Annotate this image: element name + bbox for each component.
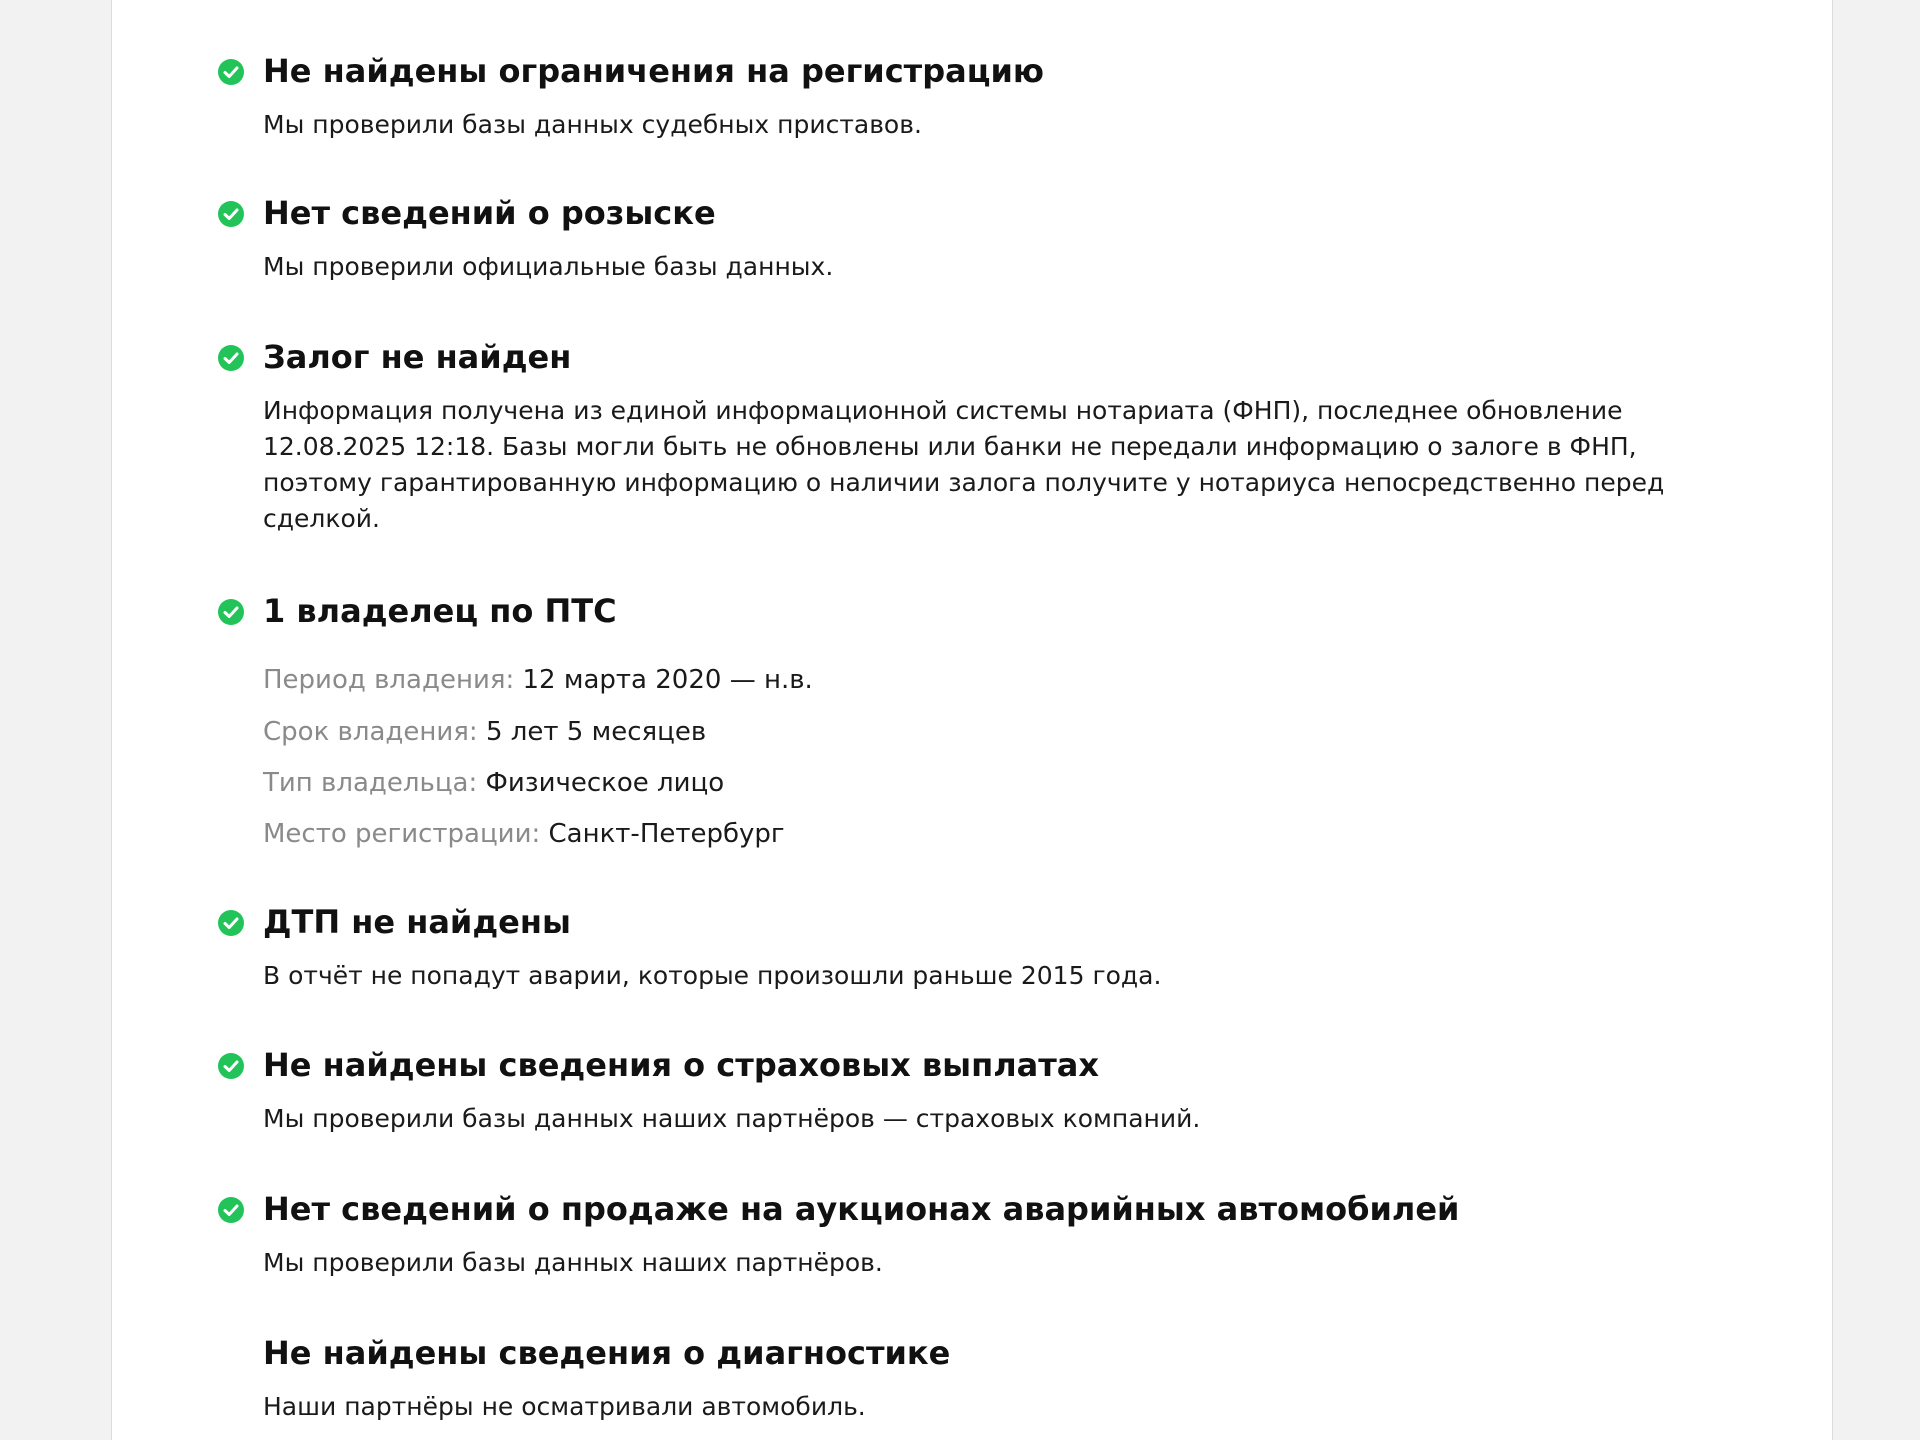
check-description: В отчёт не попадут аварии, которые произошли раньше 2015 года.	[263, 961, 1162, 990]
check-description: Наши партнёры не осматривали автомобиль.	[263, 1392, 866, 1421]
check-circle-icon	[218, 1197, 244, 1223]
check-title: Не найдены сведения о страховых выплатах	[263, 1046, 1100, 1084]
detail-label: Срок владения:	[263, 717, 478, 747]
check-description: Мы проверили базы данных наших партнёров — страховых компаний.	[263, 1104, 1201, 1133]
check-title: Нет сведений о розыске	[263, 194, 716, 232]
check-title: Залог не найден	[263, 338, 572, 376]
check-title: Нет сведений о продаже на аукционах аварийных автомобилей	[263, 1190, 1460, 1228]
check-title: 1 владелец по ПТС	[263, 592, 617, 630]
detail-value: 5 лет 5 месяцев	[485, 717, 707, 747]
owner-detail-row	[263, 714, 706, 750]
check-description: Мы проверили базы данных судебных приставов.	[263, 110, 922, 139]
check-circle-icon	[218, 201, 244, 227]
detail-value: Санкт-Петербург	[548, 819, 785, 849]
check-circle-icon	[218, 59, 244, 85]
owner-detail-row	[263, 816, 785, 852]
detail-label: Тип владельца:	[263, 768, 478, 798]
check-title: Не найдены ограничения на регистрацию	[263, 52, 1044, 90]
check-circle-icon	[218, 910, 244, 936]
detail-value: Физическое лицо	[485, 768, 725, 798]
owner-detail-row	[263, 765, 724, 801]
detail-value: 12 марта 2020 — н.в.	[522, 665, 813, 695]
check-title: ДТП не найдены	[263, 903, 571, 941]
detail-label: Место регистрации:	[263, 819, 541, 849]
check-description: Мы проверили базы данных наших партнёров.	[263, 1248, 883, 1277]
check-circle-icon	[218, 599, 244, 625]
detail-label: Период владения:	[263, 665, 515, 695]
check-title: Не найдены сведения о диагностике	[263, 1334, 951, 1372]
check-circle-icon	[218, 1053, 244, 1079]
check-circle-icon	[218, 345, 244, 371]
check-description: Информация получена из единой информационной системы нотариата (ФНП), последнее обновление 12.08.2025 12:18. Базы могли быть не обновлены или банки не передали информацию о залоге в ФНП, поэтому гарантированную информацию о наличии залога получите у нотариуса непосредственно перед сделкой.	[263, 396, 1665, 533]
check-description: Мы проверили официальные базы данных.	[263, 252, 834, 281]
owner-detail-row	[263, 662, 813, 698]
